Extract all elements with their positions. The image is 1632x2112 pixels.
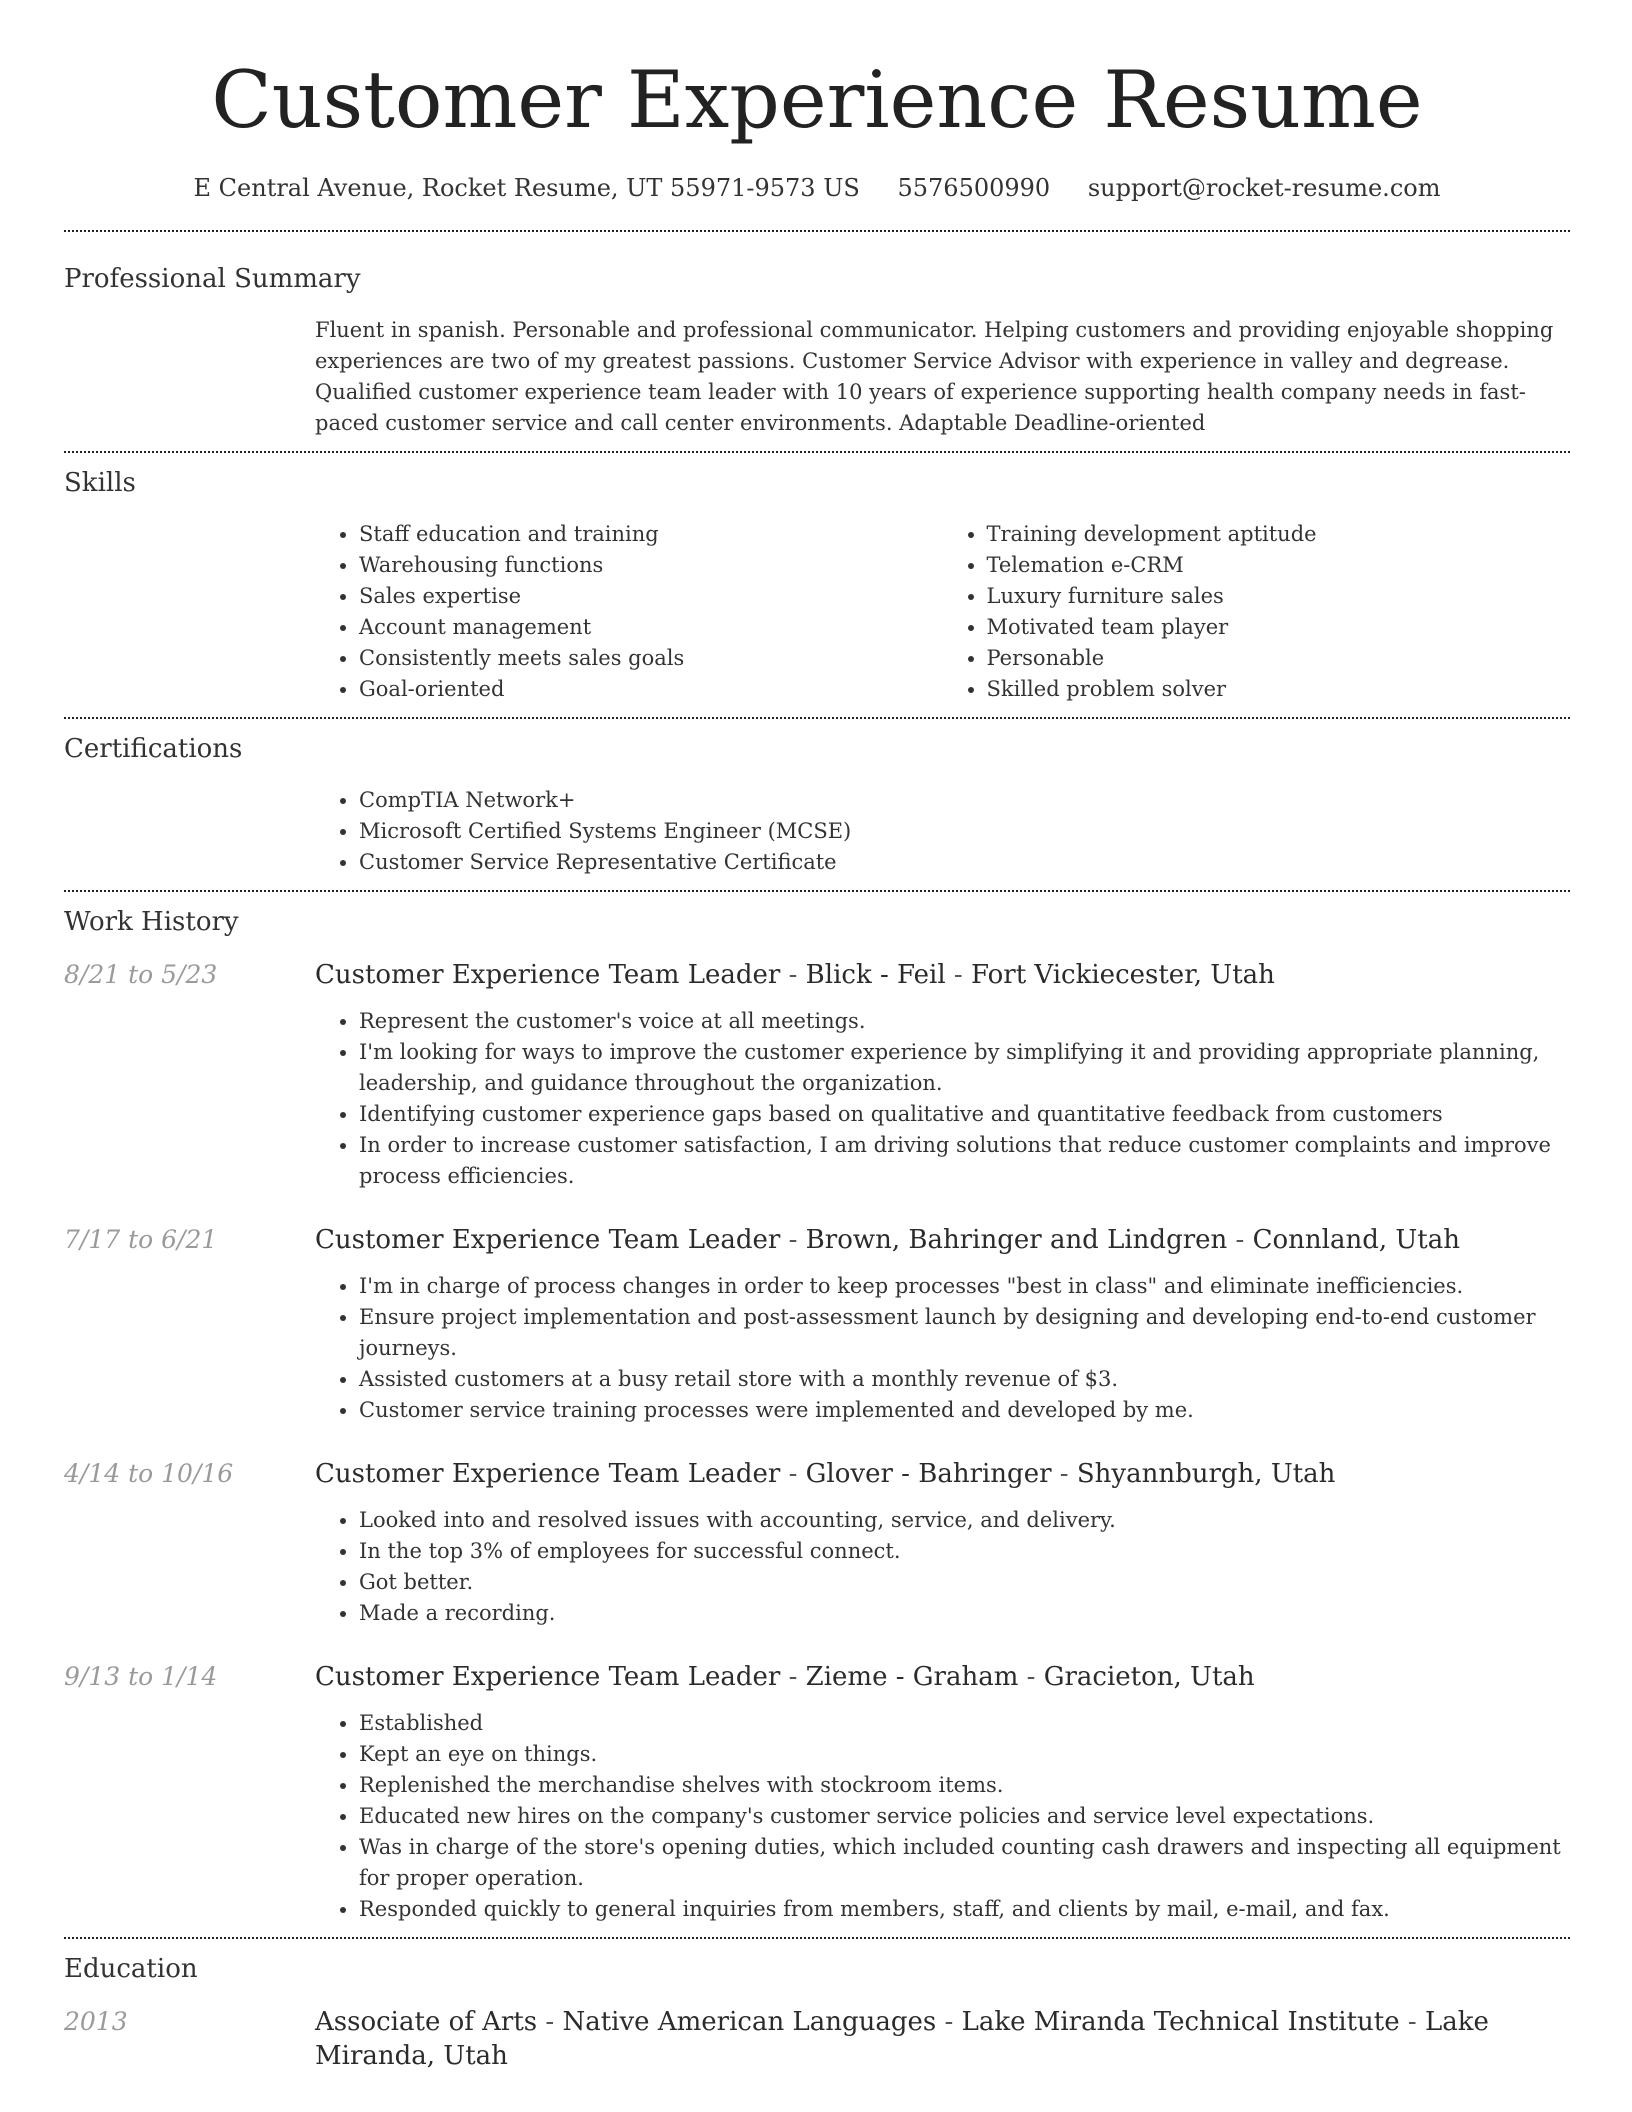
work-history-section	[64, 892, 1570, 1937]
job-bullets	[315, 1271, 1570, 1426]
education-title-line	[315, 2005, 1570, 2073]
section-title-skills: Skills	[64, 468, 136, 498]
skill-item: • Warehousing functions	[359, 550, 943, 581]
skill-item: • Account management	[359, 612, 943, 643]
section-title-certifications: Certifications	[64, 734, 243, 764]
skill-item: • Skilled problem solver	[987, 674, 1571, 705]
job-bullet: • I'm looking for ways to improve the customer experience by simplifying it and providing appropriate planning, leadership, and guidance throughout the organization.	[359, 1037, 1570, 1099]
skill-item: • Telemation e-CRM	[987, 550, 1571, 581]
job-company: Glover - Bahringer	[805, 1459, 1052, 1489]
job-header	[64, 1223, 1570, 1257]
email-text: support@rocket-resume.com	[1087, 174, 1441, 202]
education-degree: Associate of Arts	[315, 2007, 538, 2037]
job-date: 8/21 to 5/23	[64, 960, 218, 989]
job-title-line	[315, 1660, 1255, 1694]
certifications-section	[64, 719, 1570, 890]
jobs-container	[64, 958, 1570, 1937]
job-bullet: • I'm in charge of process changes in order to keep processes "best in class" and eliminate inefficiencies.	[359, 1271, 1570, 1302]
job-location: Gracieton, Utah	[1043, 1662, 1255, 1692]
job-title-line	[315, 958, 1275, 992]
job-bullet: • In the top 3% of employees for successful connect.	[359, 1536, 1570, 1567]
job-entry	[64, 1660, 1570, 1925]
education-field: Native American Languages	[562, 2007, 937, 2037]
job-bullets	[315, 1006, 1570, 1192]
skill-item: • Staff education and training	[359, 519, 943, 550]
separator: -	[936, 2007, 962, 2037]
job-header	[64, 958, 1570, 992]
job-header	[64, 1457, 1570, 1491]
separator: -	[1018, 1662, 1044, 1692]
education-section	[64, 1939, 1570, 2073]
job-location: Connland, Utah	[1252, 1225, 1460, 1255]
candidate-name: Customer Experience Resume	[211, 54, 1423, 146]
job-bullet: • Identifying customer experience gaps based on qualitative and quantitative feedback from customers	[359, 1099, 1570, 1130]
job-bullet: • Made a recording.	[359, 1598, 1570, 1629]
job-entry	[64, 1457, 1570, 1629]
education-entry	[64, 2005, 1570, 2073]
job-title-line	[315, 1223, 1460, 1257]
job-role: Customer Experience Team Leader	[315, 960, 781, 990]
job-header	[64, 1660, 1570, 1694]
job-role: Customer Experience Team Leader	[315, 1225, 781, 1255]
separator: -	[780, 1459, 806, 1489]
separator: -	[1051, 1459, 1077, 1489]
job-bullet: • Customer service training processes were implemented and developed by me.	[359, 1395, 1570, 1426]
separator: -	[780, 1225, 806, 1255]
skill-item: • Goal-oriented	[359, 674, 943, 705]
job-bullets	[315, 1505, 1570, 1629]
section-title-education: Education	[64, 1954, 198, 1984]
job-company: Blick - Feil	[805, 960, 946, 990]
skill-item: • Luxury furniture sales	[987, 581, 1571, 612]
summary-section	[64, 232, 1570, 451]
separator: -	[945, 960, 971, 990]
job-bullet: • Kept an eye on things.	[359, 1739, 1570, 1770]
phone-text: 5576500990	[897, 174, 1051, 202]
job-bullet: • Assisted customers at a busy retail store with a monthly revenue of $3.	[359, 1364, 1570, 1395]
certification-item: • Customer Service Representative Certificate	[359, 847, 1570, 878]
contact-line	[64, 172, 1570, 204]
job-date: 7/17 to 6/21	[64, 1225, 218, 1254]
job-role: Customer Experience Team Leader	[315, 1459, 781, 1489]
certification-item: • Microsoft Certified Systems Engineer (MCSE)	[359, 816, 1570, 847]
separator: -	[537, 2007, 563, 2037]
skills-section	[64, 453, 1570, 717]
job-entry	[64, 1223, 1570, 1426]
education-school: Lake Miranda Technical Institute	[961, 2007, 1400, 2037]
job-date: 9/13 to 1/14	[64, 1662, 218, 1691]
job-bullet: • Educated new hires on the company's customer service policies and service level expectations.	[359, 1801, 1570, 1832]
job-location: Shyannburgh, Utah	[1076, 1459, 1336, 1489]
job-bullet: • Looked into and resolved issues with accounting, service, and delivery.	[359, 1505, 1570, 1536]
skill-item: • Motivated team player	[987, 612, 1571, 643]
section-title-work-history: Work History	[64, 907, 239, 937]
separator: -	[1399, 2007, 1425, 2037]
section-title-summary: Professional Summary	[64, 264, 361, 294]
education-container	[64, 2005, 1570, 2073]
address-text: E Central Avenue, Rocket Resume, UT 55971-9573 US	[193, 174, 860, 202]
skill-item: • Sales expertise	[359, 581, 943, 612]
certification-item: • CompTIA Network+	[359, 785, 1570, 816]
job-bullet: • Ensure project implementation and post-assessment launch by designing and developing end-to-end customer journeys.	[359, 1302, 1570, 1364]
job-bullet: • Was in charge of the store's opening duties, which included counting cash drawers and inspecting all equipment for proper operation.	[359, 1832, 1570, 1894]
job-role: Customer Experience Team Leader	[315, 1662, 781, 1692]
job-bullet: • Responded quickly to general inquiries from members, staff, and clients by mail, e-mail, and fax.	[359, 1894, 1570, 1925]
skills-list-right	[943, 519, 1571, 705]
skill-item: • Training development aptitude	[987, 519, 1571, 550]
job-title-line	[315, 1457, 1335, 1491]
job-location: Fort Vickiecester, Utah	[971, 960, 1275, 990]
job-bullet: • In order to increase customer satisfaction, I am driving solutions that reduce customer complaints and improve process efficiencies.	[359, 1130, 1570, 1192]
skill-item: • Personable	[987, 643, 1571, 674]
job-date: 4/14 to 10/16	[64, 1459, 234, 1488]
job-bullet: • Represent the customer's voice at all meetings.	[359, 1006, 1570, 1037]
certifications-list	[315, 785, 1570, 878]
job-bullet: • Established	[359, 1708, 1570, 1739]
job-entry	[64, 958, 1570, 1192]
education-date: 2013	[64, 2007, 128, 2036]
resume-header	[64, 0, 1570, 204]
job-bullet: • Replenished the merchandise shelves with stockroom items.	[359, 1770, 1570, 1801]
job-bullets	[315, 1708, 1570, 1925]
job-bullet: • Got better.	[359, 1567, 1570, 1598]
job-company: Brown, Bahringer and Lindgren	[805, 1225, 1228, 1255]
separator: -	[780, 1662, 806, 1692]
summary-text: Fluent in spanish. Personable and professional communicator. Helping customers and providing enjoyable shopping experiences are two of my greatest passions. Customer Service Advisor with experience in valley and degrease. Qualified customer experience team leader with 10 years of experience supporting health company needs in fast-paced customer service and call center environments. Adaptable Deadline-oriented	[315, 318, 1554, 435]
skill-item: • Consistently meets sales goals	[359, 643, 943, 674]
separator: -	[1227, 1225, 1253, 1255]
education-location: Lake Miranda, Utah	[315, 2007, 1489, 2071]
separator: -	[780, 960, 806, 990]
skills-list-left	[315, 519, 943, 705]
job-company: Zieme - Graham	[805, 1662, 1019, 1692]
